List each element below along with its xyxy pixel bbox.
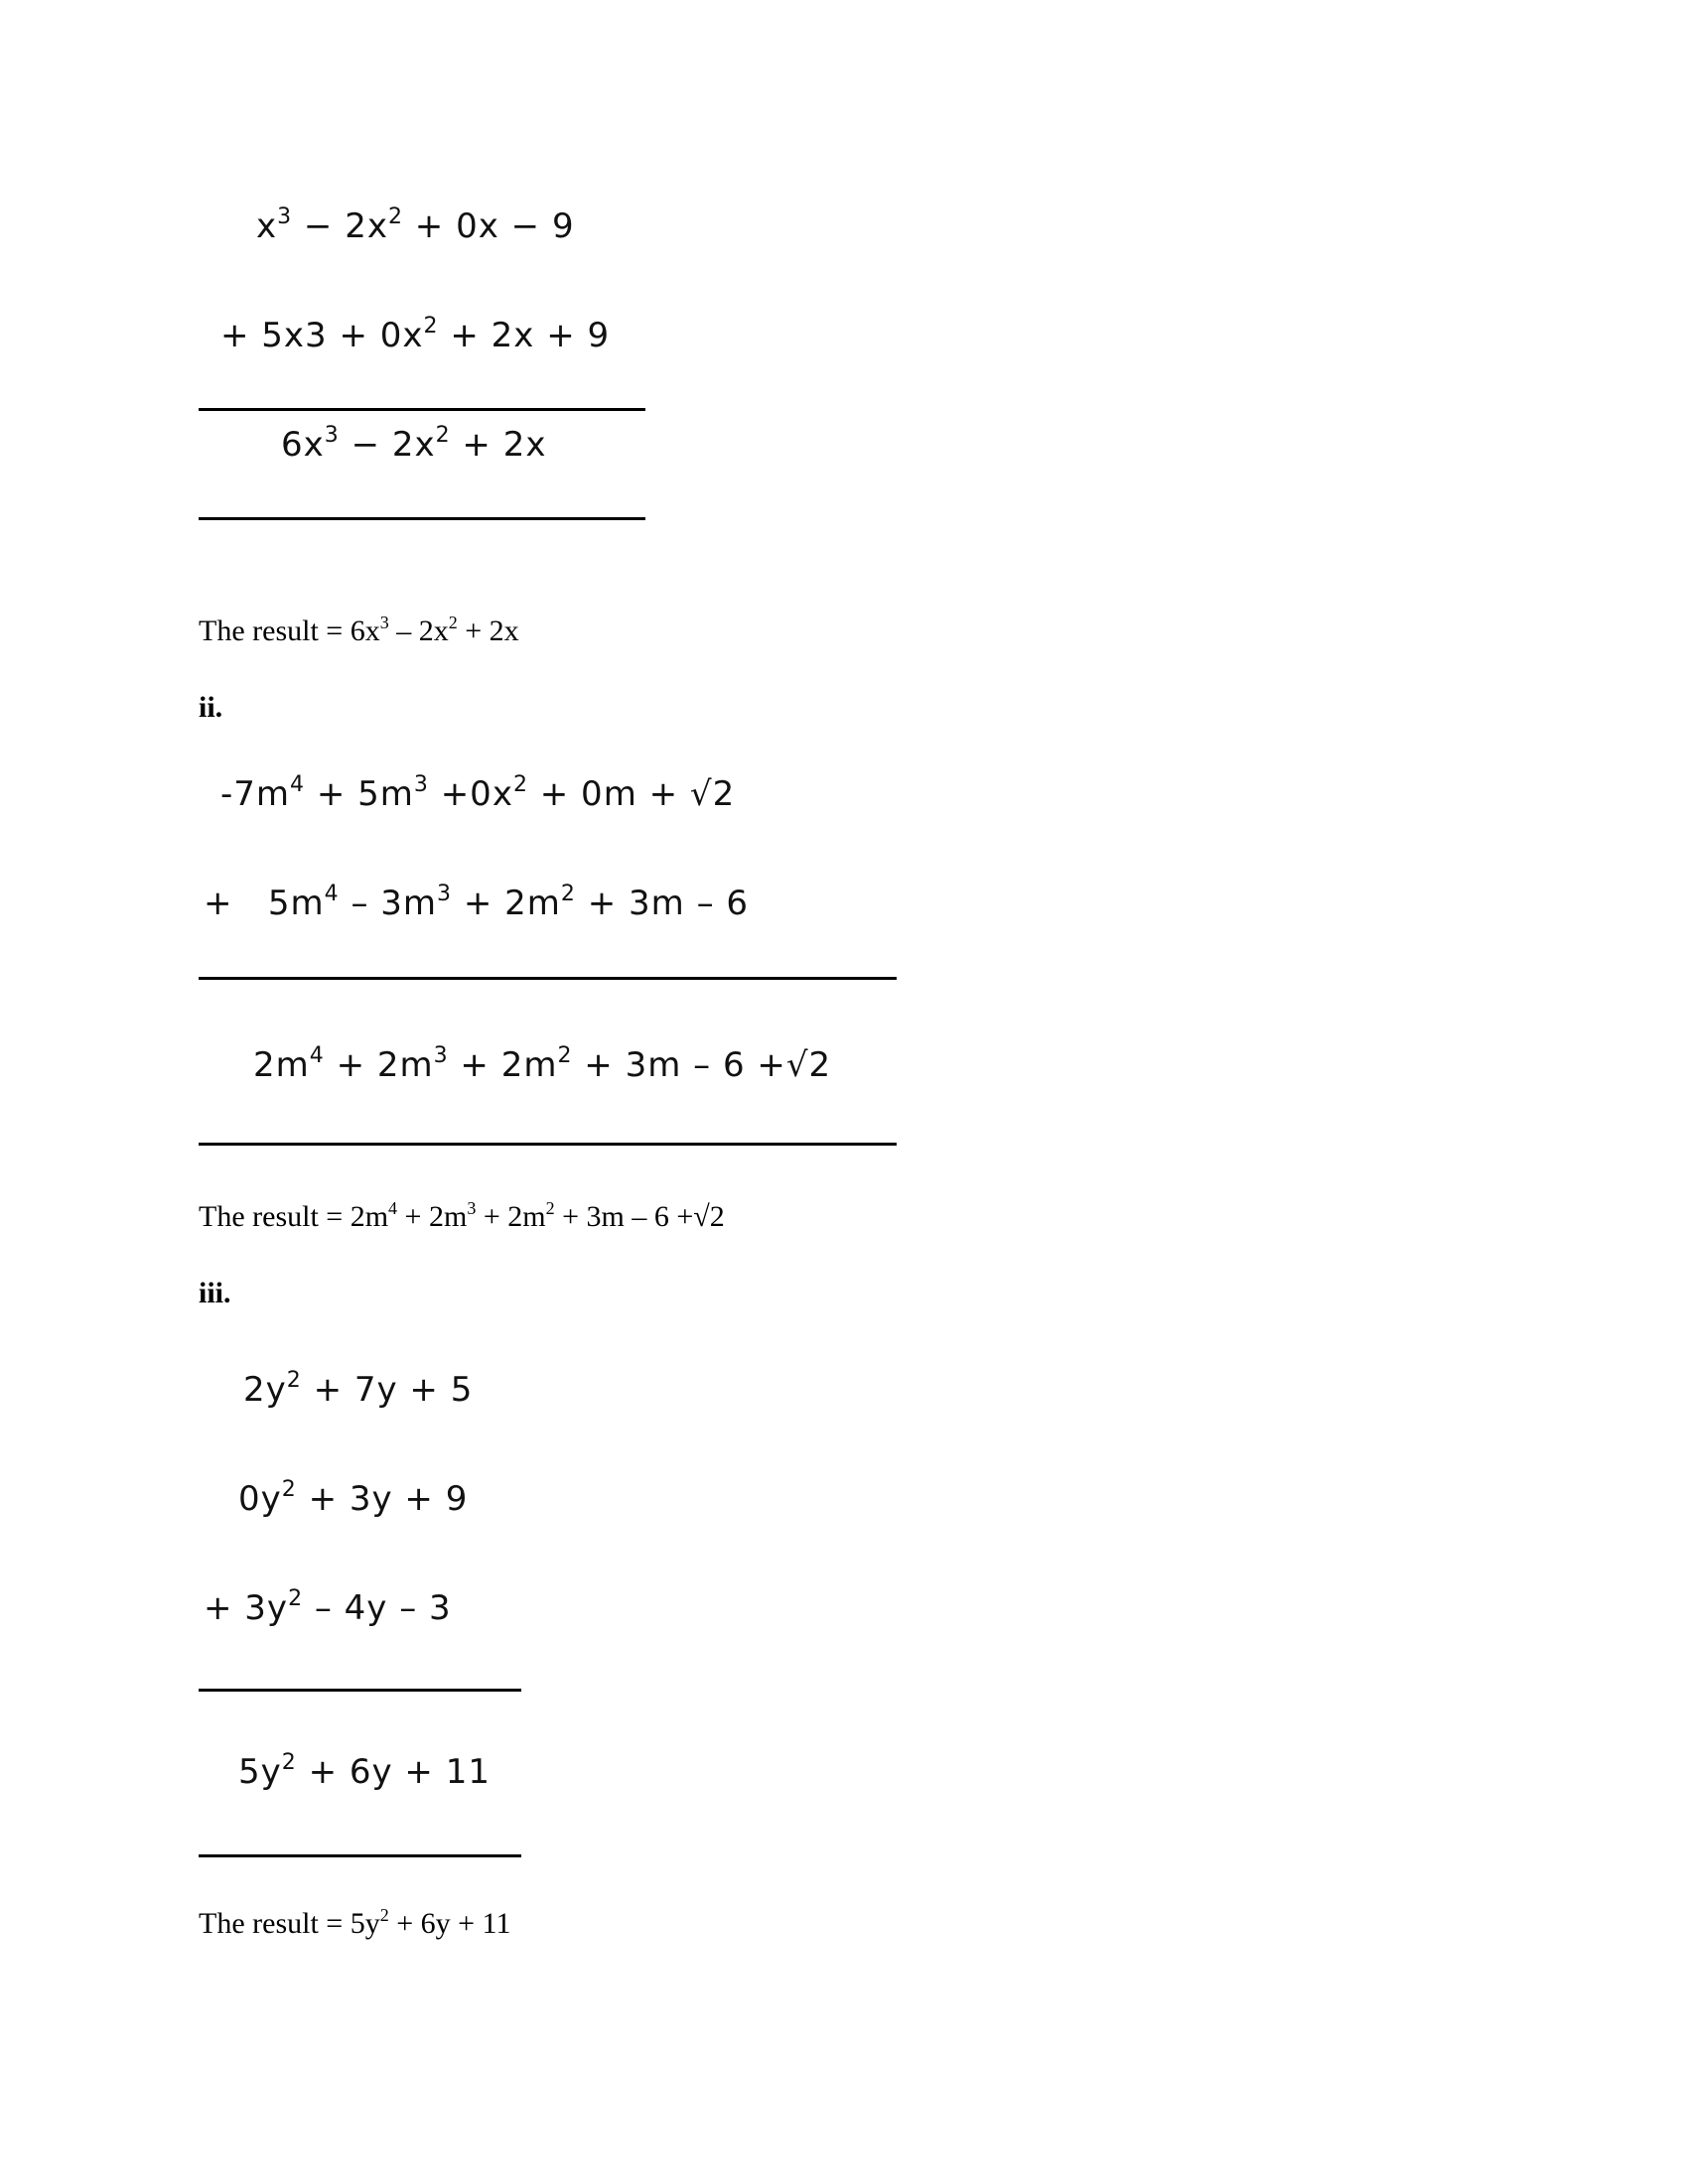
- exponent: 3: [437, 882, 453, 906]
- term: +0x: [428, 774, 513, 814]
- section-iii-sum: [238, 1752, 491, 1792]
- exponent: 2: [281, 1477, 297, 1502]
- term: -7m: [220, 774, 291, 814]
- section-ii-addend-1: [220, 774, 735, 814]
- sum-rule-bottom: [199, 517, 645, 520]
- term: + 2m: [452, 884, 561, 923]
- term: 2y: [243, 1370, 287, 1410]
- term: + 3m – 6: [575, 884, 750, 923]
- exponent: 4: [388, 1198, 398, 1218]
- term: + 3m – 6 +√2: [572, 1045, 832, 1085]
- term: + 2x: [450, 425, 547, 465]
- section-i-addend-2: [220, 316, 610, 355]
- term: 0y: [238, 1479, 282, 1519]
- section-iii-addend-3: [204, 1588, 452, 1628]
- term: – 3m: [339, 884, 438, 923]
- term: − 2x: [339, 425, 436, 465]
- section-i-addend-1: [256, 206, 575, 246]
- term: + 3y + 9: [296, 1479, 469, 1519]
- exponent: 2: [560, 882, 576, 906]
- exponent: 3: [413, 772, 429, 797]
- term: + 6y + 11: [296, 1752, 491, 1792]
- result-text: + 6y + 11: [388, 1907, 511, 1940]
- term: 5y: [238, 1752, 282, 1792]
- result-text: + 2m: [476, 1200, 546, 1233]
- term: + 7y + 5: [301, 1370, 474, 1410]
- exponent: 3: [277, 205, 293, 229]
- exponent: 2: [557, 1043, 573, 1068]
- sum-rule-top: [199, 1689, 521, 1692]
- exponent: 2: [281, 1750, 297, 1775]
- term: + 2m: [324, 1045, 434, 1085]
- exponent: 2: [512, 772, 528, 797]
- sum-rule-top: [199, 408, 645, 411]
- exponent: 2: [435, 423, 451, 448]
- result-text: + 3m – 6 +√2: [554, 1200, 725, 1233]
- exponent: 2: [448, 613, 458, 632]
- section-iii-result: [199, 1906, 510, 1942]
- exponent: 3: [324, 423, 340, 448]
- term: – 4y – 3: [303, 1588, 452, 1628]
- section-i-result: [199, 614, 519, 649]
- exponent: 2: [288, 1586, 304, 1611]
- term: + 0m + √2: [527, 774, 736, 814]
- sum-rule-bottom: [199, 1854, 521, 1857]
- term: x: [256, 206, 278, 246]
- result-text: + 2m: [397, 1200, 468, 1233]
- section-ii-sum: [253, 1045, 831, 1085]
- exponent: 2: [286, 1368, 302, 1393]
- exponent: 3: [467, 1198, 477, 1218]
- sum-rule-bottom: [199, 1143, 897, 1146]
- term: + 3y: [204, 1588, 289, 1628]
- sum-rule-top: [199, 977, 897, 980]
- section-iii-addend-1: [243, 1370, 473, 1410]
- section-iii-addend-2: [238, 1479, 468, 1519]
- section-i-sum: [281, 425, 546, 465]
- term: + 0x − 9: [402, 206, 575, 246]
- exponent: 2: [387, 205, 403, 229]
- term: + 5m: [305, 774, 414, 814]
- term: + 5m: [204, 884, 325, 923]
- exponent: 2: [379, 1905, 389, 1925]
- result-text: The result = 5y: [199, 1907, 380, 1940]
- exponent: 4: [290, 772, 306, 797]
- term: 2m: [253, 1045, 310, 1085]
- result-text: – 2x: [388, 614, 449, 647]
- exponent: 4: [309, 1043, 325, 1068]
- section-ii-result: [199, 1199, 725, 1235]
- exponent: 4: [324, 882, 340, 906]
- term: 6x: [281, 425, 325, 465]
- section-ii-label: ii.: [199, 691, 223, 724]
- term: + 2x + 9: [438, 316, 611, 355]
- term: + 2m: [448, 1045, 558, 1085]
- result-text: + 2x: [457, 614, 519, 647]
- term: − 2x: [292, 206, 388, 246]
- exponent: 2: [423, 314, 439, 339]
- exponent: 3: [433, 1043, 449, 1068]
- exponent: 3: [379, 613, 389, 632]
- result-text: The result = 6x: [199, 614, 380, 647]
- term: + 5x3 + 0x: [220, 316, 424, 355]
- section-ii-addend-2: [204, 884, 749, 923]
- result-text: The result = 2m: [199, 1200, 389, 1233]
- section-iii-label: iii.: [199, 1277, 231, 1309]
- exponent: 2: [545, 1198, 555, 1218]
